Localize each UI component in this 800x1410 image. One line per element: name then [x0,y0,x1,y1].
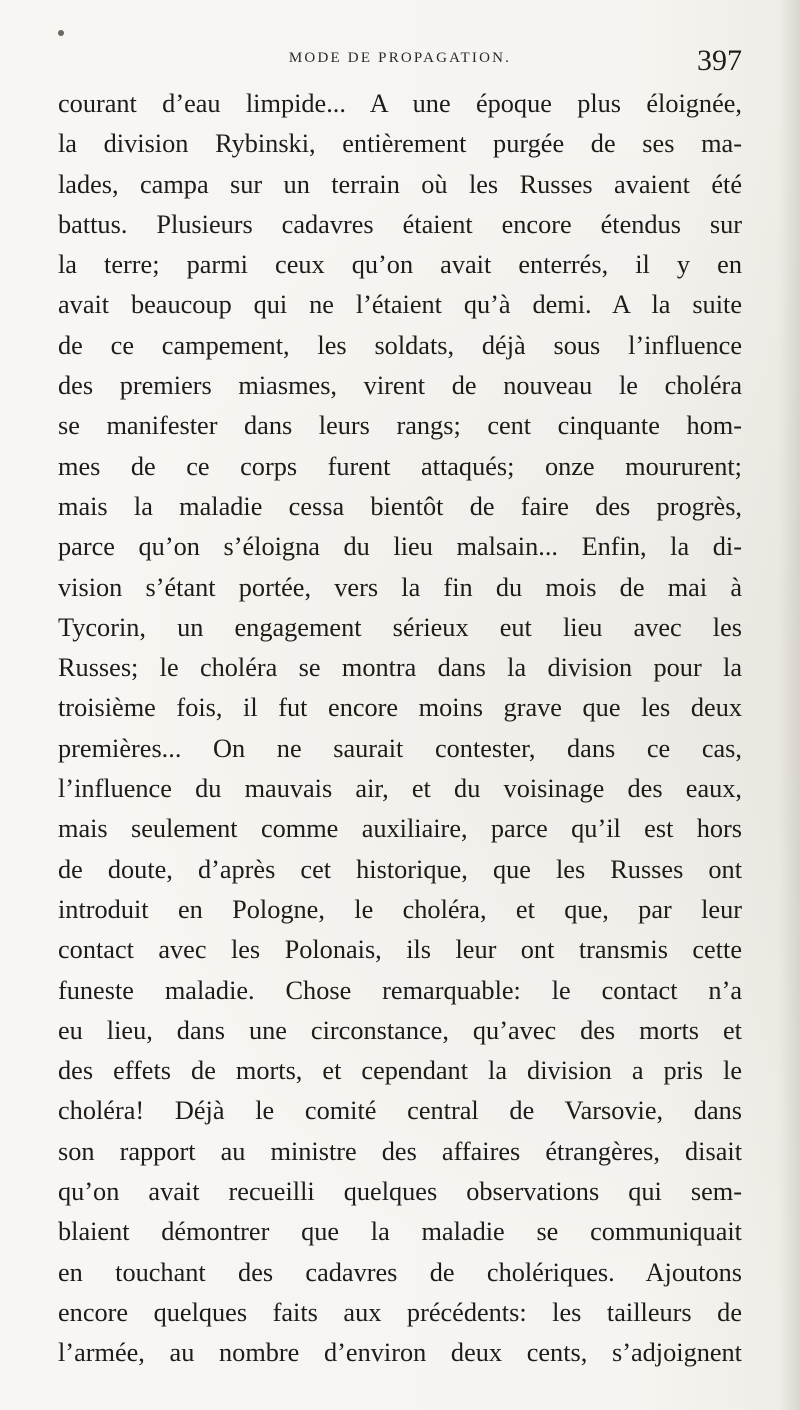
text-line: contact avec les Polonais, ils leur ont transmis cette [58,935,742,965]
text-line: la division Rybinski, entièrement purgée de ses ma- [58,129,742,159]
text-line: l’armée, au nombre d’environ deux cents, s’adjoignent [58,1338,742,1368]
text-line: lades, campa sur un terrain où les Russes avaient été [58,169,742,199]
text-line: Tycorin, un engagement sérieux eut lieu avec les [58,612,742,642]
text-line: battus. Plusieurs cadavres étaient encore étendus sur [58,209,742,239]
text-line: mes de ce corps furent attaqués; onze moururent; [58,451,742,481]
text-line: funeste maladie. Chose remarquable: le contact n’a [58,975,742,1005]
text-line: encore quelques faits aux précédents: les tailleurs de [58,1297,742,1327]
text-line: se manifester dans leurs rangs; cent cinquante hom- [58,411,742,441]
body-text [58,84,742,1374]
text-line: premières... On ne saurait contester, dans ce cas, [58,733,742,763]
text-line: en touchant des cadavres de cholériques. Ajoutons [58,1257,742,1287]
running-title: MODE DE PROPAGATION. [288,50,512,66]
text-line: qu’on avait recueilli quelques observations qui sem- [58,1177,742,1207]
text-line: de doute, d’après cet historique, que les Russes ont [58,854,742,884]
text-line: des premiers miasmes, virent de nouveau le choléra [58,371,742,401]
ink-dot [58,30,64,36]
text-line: mais seulement comme auxiliaire, parce qu’il est hors [58,814,742,844]
text-line: des effets de morts, et cependant la division a pris le [58,1056,742,1086]
text-line: choléra! Déjà le comité central de Varsovie, dans [58,1096,742,1126]
text-line: Russes; le choléra se montra dans la division pour la [58,653,742,683]
text-line: introduit en Pologne, le choléra, et que, par leur [58,894,742,924]
text-line: de ce campement, les soldats, déjà sous l’influence [58,330,742,360]
running-head [58,44,742,84]
page-edge-shadow [778,0,800,1410]
text-line: blaient démontrer que la maladie se communiquait [58,1217,742,1247]
text-line: parce qu’on s’éloigna du lieu malsain... Enfin, la di- [58,532,742,562]
text-line: eu lieu, dans une circonstance, qu’avec des morts et [58,1015,742,1045]
text-line: mais la maladie cessa bientôt de faire des progrès, [58,491,742,521]
text-line: troisième fois, il fut encore moins grave que les deux [58,693,742,723]
text-line: la terre; parmi ceux qu’on avait enterrés, il y en [58,250,742,280]
text-line: l’influence du mauvais air, et du voisinage des eaux, [58,774,742,804]
text-line: vision s’étant portée, vers la fin du mois de mai à [58,572,742,602]
page-number: 397 [697,44,742,77]
text-line: son rapport au ministre des affaires étrangères, disait [58,1136,742,1166]
text-line: courant d’eau limpide... A une époque plus éloignée, [58,89,742,118]
text-line: avait beaucoup qui ne l’étaient qu’à demi. A la suite [58,290,742,320]
